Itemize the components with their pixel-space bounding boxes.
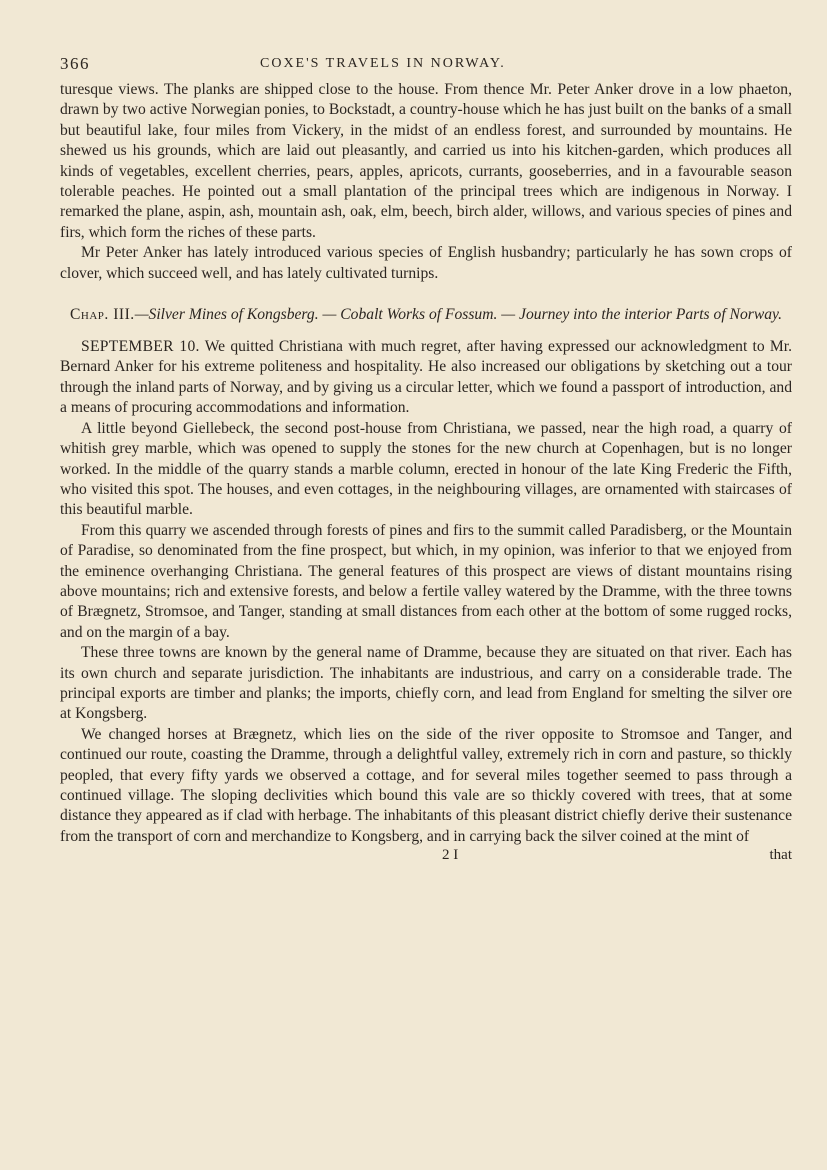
chapter-title: —Silver Mines of Kongsberg. — Cobalt Works of Fossum. — Journey into the interior Parts of Norway.	[134, 306, 782, 324]
paragraph-september	[60, 337, 792, 419]
paragraph-husbandry: Mr Peter Anker has lately introduced various species of English husbandry; particularly he has sown crops of clover, which succeed well, and has lately cultivated turnips.	[60, 244, 792, 282]
opening-section	[60, 80, 792, 284]
signature-mark: 2 I	[442, 847, 459, 864]
page-footer	[60, 847, 792, 869]
chapter-heading	[60, 305, 792, 325]
running-head	[60, 52, 792, 80]
date-paragraph-text: We quitted Christiana with much regret, after having expressed our acknowledgment to Mr. Bernard Anker for his extreme politeness and hospitality. He also increased our obligations by sketching out a tour through the inland parts of Norway, and by giving us a circular letter, which we found a passport of introduction, and a means of procuring accommodations and information.	[60, 338, 792, 417]
chapter-body	[60, 337, 792, 847]
paragraph-paradisberg: From this quarry we ascended through forests of pines and firs to the summit called Paradisberg, or the Mountain of Paradise, so denominated from the fine prospect, but which, in my opinion, was inferior to that we enjoyed from the eminence overhanging Christiana. The general features of this prospect are views of distant mountains rising above mountains; rich and extensive forests, and below a fertile valley watered by the Dramme, with the three towns of Brægnetz, Stromsoe, and Tanger, standing at small distances from each other at the bottom of some rugged rocks, and on the margin of a bay.	[60, 521, 792, 641]
date-lead: SEPTEMBER 10.	[81, 338, 200, 356]
paragraph-quarry: A little beyond Giellebeck, the second post-house from Christiana, we passed, near the high road, a quarry of whitish grey marble, which was opened to supply the stones for the new church at Copenhagen, but is no longer worked. In the middle of the quarry stands a marble column, erected in honour of the late King Frederic the Fifth, who visited this spot. The houses, and even cottages, in the neighbouring villages, are ornamented with staircases of this beautiful marble.	[60, 419, 792, 519]
paragraph-continuation: turesque views. The planks are shipped close to the house. From thence Mr. Peter Anker drove in a low phaeton, drawn by two active Norwegian ponies, to Bockstadt, a country-house which he has just built on the banks of a small but beautiful lake, four miles from Vickery, in the midst of an endless forest, and surrounded by mountains. He shewed us his grounds, which are laid out pleasantly, and carried us into his kitchen-garden, which produces all kinds of vegetables, excellent cherries, pears, apples, apricots, currants, gooseberries, and in a favourable season tolerable peaches. He pointed out a small plantation of the principal trees which are indigenous in Norway. I remarked the plane, aspin, ash, mountain ash, oak, elm, beech, birch alder, willows, and various species of pines and firs, which form the riches of these parts.	[60, 81, 792, 241]
page-number: 366	[60, 54, 90, 73]
chapter-number: Chap. III.	[70, 306, 135, 324]
running-title: COXE'S TRAVELS IN NORWAY.	[260, 56, 506, 71]
book-page	[60, 52, 792, 869]
paragraph-three-towns: These three towns are known by the general name of Dramme, because they are situated on that river. Each has its own church and separate jurisdiction. The inhabitants are industrious, and carry on a considerable trade. The principal exports are timber and planks; the imports, chiefly corn, and lead from England for smelting the silver ore at Kongsberg.	[60, 644, 792, 723]
paragraph-braegnetz: We changed horses at Brægnetz, which lies on the side of the river opposite to Stromsoe and Tanger, and continued our route, coasting the Dramme, through a delightful valley, extremely rich in corn and pasture, so thickly peopled, that every fifty yards we observed a cottage, and for several miles together seemed to pass through a continued village. The sloping declivities which bound this vale are so thickly covered with trees, that at some distance they appeared as if clad with herbage. The inhabitants of this pleasant district chiefly derive their sustenance from the transport of corn and merchandize to Kongsberg, and in carrying back the silver coined at the mint of	[60, 725, 792, 845]
catchword: that	[769, 847, 792, 864]
